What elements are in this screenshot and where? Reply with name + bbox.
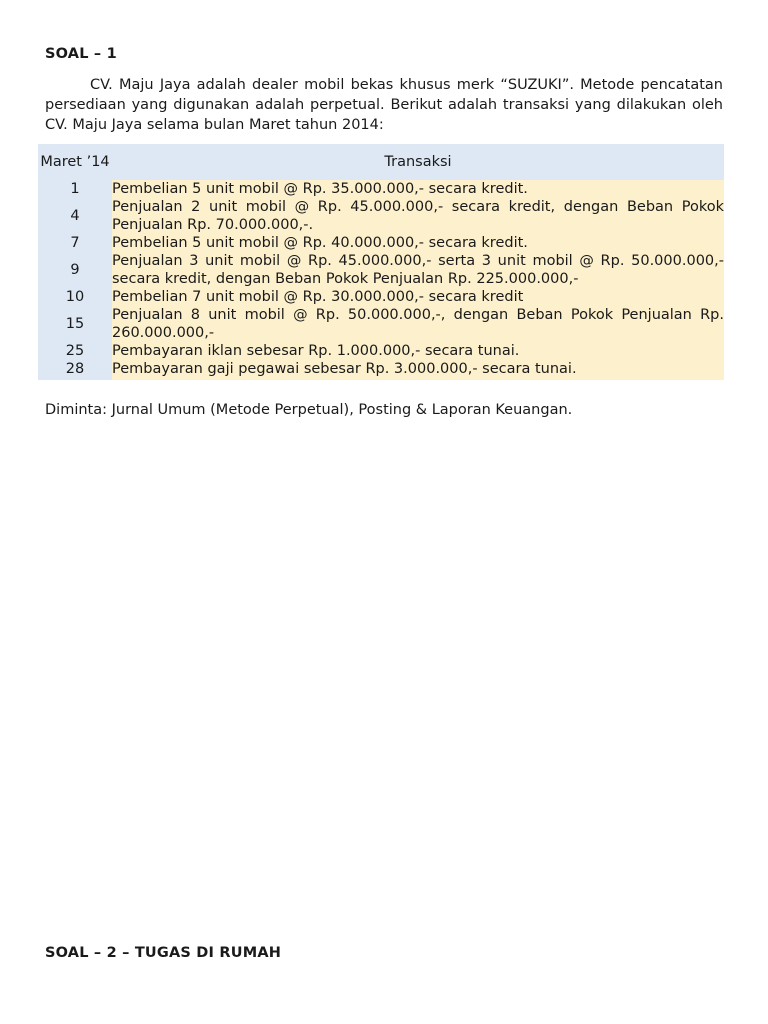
row-transaction: Penjualan 8 unit mobil @ Rp. 50.000.000,-, dengan Beban Pokok Penjualan Rp. 260.000.000,-: [112, 307, 724, 341]
table-row: [38, 342, 724, 360]
transaction-table: [38, 144, 724, 380]
soal-1-heading: SOAL – 1: [45, 46, 117, 62]
table-row: [38, 180, 724, 198]
row-transaction: Pembelian 7 unit mobil @ Rp. 30.000.000,- secara kredit: [112, 288, 724, 306]
row-transaction: Pembayaran gaji pegawai sebesar Rp. 3.000.000,- secara tunai.: [112, 360, 724, 380]
row-date: 15: [38, 306, 112, 342]
row-transaction: Penjualan 3 unit mobil @ Rp. 45.000.000,- serta 3 unit mobil @ Rp. 50.000.000,- secara kredit, dengan Beban Pokok Penjualan Rp. 225.000.000,-: [112, 253, 724, 287]
table-row: [38, 288, 724, 306]
soal-1-request: Diminta: Jurnal Umum (Metode Perpetual), Posting & Laporan Keuangan.: [45, 402, 573, 418]
table-row: [38, 306, 724, 342]
row-date: 28: [38, 360, 112, 380]
soal-2-heading: SOAL – 2 – TUGAS DI RUMAH: [45, 945, 282, 961]
row-date: 9: [38, 252, 112, 288]
row-date: 25: [38, 342, 112, 360]
row-transaction: Pembelian 5 unit mobil @ Rp. 35.000.000,- secara kredit.: [112, 180, 724, 198]
table-row: [38, 198, 724, 234]
table-header-row: [38, 144, 724, 180]
table-row: [38, 360, 724, 380]
header-date: Maret ’14: [38, 144, 112, 180]
header-transaction: Transaksi: [112, 144, 724, 180]
row-date: 10: [38, 288, 112, 306]
table-row: [38, 234, 724, 252]
table-row: [38, 252, 724, 288]
row-transaction: Pembayaran iklan sebesar Rp. 1.000.000,- secara tunai.: [112, 342, 724, 360]
row-transaction: Penjualan 2 unit mobil @ Rp. 45.000.000,- secara kredit, dengan Beban Pokok Penjualan Rp. 70.000.000,-.: [112, 199, 724, 233]
row-transaction: Pembelian 5 unit mobil @ Rp. 40.000.000,- secara kredit.: [112, 234, 724, 252]
row-date: 1: [38, 180, 112, 198]
row-date: 7: [38, 234, 112, 252]
row-date: 4: [38, 198, 112, 234]
soal-1-intro-paragraph: CV. Maju Jaya adalah dealer mobil bekas khusus merk “SUZUKI”. Metode pencatatan persediaan yang digunakan adalah perpetual. Berikut adalah transaksi yang dilakukan oleh CV. Maju Jaya selama bulan Maret tahun 2014:: [45, 77, 723, 133]
